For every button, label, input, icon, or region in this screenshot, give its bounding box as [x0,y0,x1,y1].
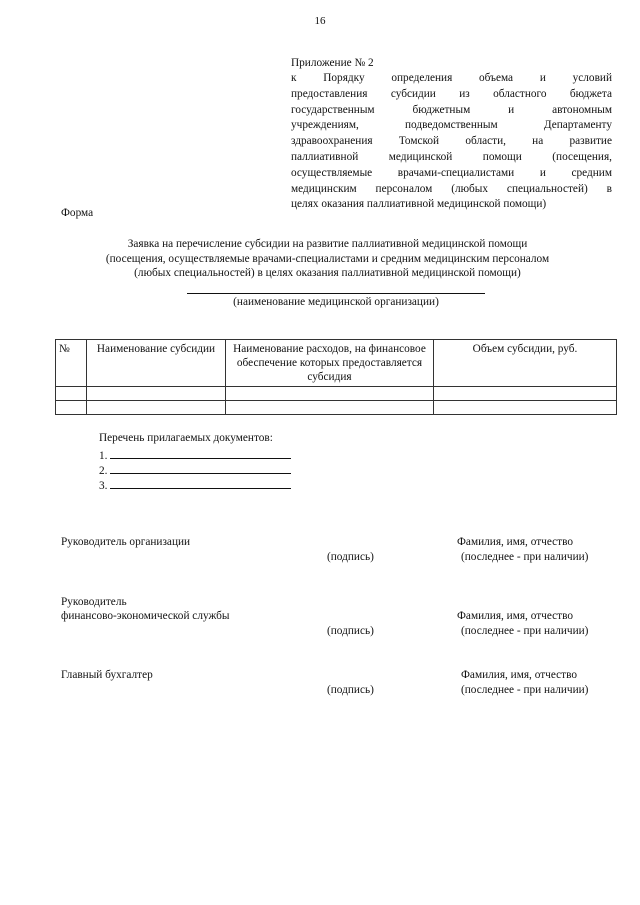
appendix-line: учреждениям, подведомственным Департаменту [291,119,612,132]
signature-sign-label: (подпись) [327,625,374,637]
document-item-blank[interactable] [110,462,291,474]
table-cell[interactable] [56,387,87,401]
appendix-line: осуществляемые врачами-специалистами и средним [291,166,612,179]
signature-role-finance-head-line2: финансово-экономической службы [61,610,230,622]
document-item-number: 3. [99,480,108,492]
page-number: 16 [314,15,326,27]
table-header-row [56,340,617,387]
signature-name-label: Фамилия, имя, отчество [457,610,573,622]
appendix-line: здравоохранения Томской области, на развитие [291,135,612,148]
document-item-blank[interactable] [110,447,291,459]
signature-name-note: (последнее - при наличии) [461,625,589,637]
signature-name-note: (последнее - при наличии) [461,551,589,563]
column-header-subsidy-name: Наименование субсидии [87,340,226,387]
document-title-line: (посещения, осуществляемые врачами-специалистами и средним медицинским персоналом [105,252,550,265]
signature-name-label: Фамилия, имя, отчество [457,536,573,548]
table-cell[interactable] [87,401,226,415]
document-item-blank[interactable] [110,477,291,489]
signature-name-note: (последнее - при наличии) [461,684,589,696]
document-list-item [99,477,291,492]
table-cell[interactable] [434,401,617,415]
appendix-line: к Порядку определения объема и условий [291,72,612,84]
document-title [60,237,595,281]
org-name-caption: (наименование медицинской организации) [233,296,439,308]
appendix-line: государственным бюджетным и автономным [291,103,612,116]
column-header-expense-name: Наименование расходов, на финансовое обеспечение которых предоставляется субсидия [226,340,434,387]
table-cell[interactable] [56,401,87,415]
table-cell[interactable] [434,387,617,401]
document-item-number: 2. [99,465,108,477]
signature-sign-label: (подпись) [327,684,374,696]
signature-sign-label: (подпись) [327,551,374,563]
document-item-number: 1. [99,450,108,462]
appendix-body [291,71,612,213]
signature-role-finance-head: Руководитель [61,596,127,608]
column-header-number: № [56,340,87,387]
appendix-line: паллиативной медицинской помощи (посещения, [291,150,612,163]
subsidy-table [55,339,617,415]
appendix-line: медицинским персоналом (любых специальностей) в [291,182,612,195]
document-title-line: (любых специальностей) в целях оказания паллиативной медицинской помощи) [134,267,521,279]
signature-role-head: Руководитель организации [61,536,191,548]
org-name-blank-line[interactable] [187,293,485,294]
signature-role-chief-accountant: Главный бухгалтер [61,669,153,681]
signature-name-label: Фамилия, имя, отчество [461,669,577,681]
appendix-line: целях оказания паллиативной медицинской помощи) [291,198,547,211]
table-row [56,401,617,415]
appendix-title: Приложение № 2 [291,57,374,69]
table-row [56,387,617,401]
document-list-item [99,462,291,477]
document-title-line: Заявка на перечисление субсидии на развитие паллиативной медицинской помощи [127,238,528,250]
document-list-item [99,447,291,462]
column-header-subsidy-amount: Объем субсидии, руб. [434,340,617,387]
table-cell[interactable] [226,401,434,415]
form-label: Форма [61,207,94,219]
table-cell[interactable] [226,387,434,401]
attached-documents-heading: Перечень прилагаемых документов: [99,432,273,444]
appendix-line: предоставления субсидии из областного бюджета [291,87,612,100]
table-cell[interactable] [87,387,226,401]
